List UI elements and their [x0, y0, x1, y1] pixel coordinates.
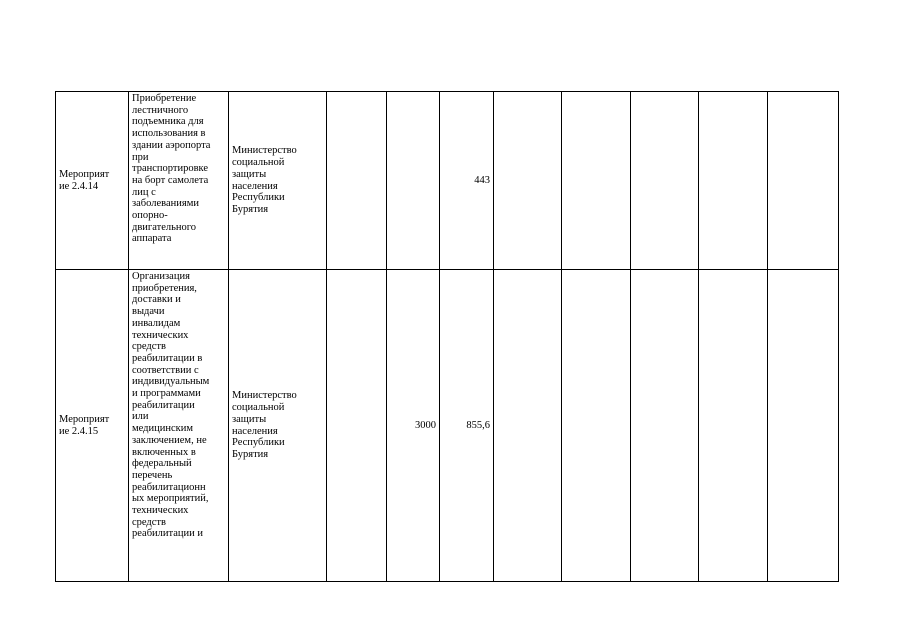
value-cell-col4 [327, 270, 387, 582]
table-row [56, 270, 839, 582]
empty-cell [699, 92, 768, 270]
empty-cell [631, 92, 699, 270]
table-row [56, 92, 839, 270]
measure-description-cell [129, 92, 229, 270]
value-cell-col6 [440, 270, 494, 582]
value-cell-col6 [440, 92, 494, 270]
empty-cell [562, 92, 631, 270]
empty-cell [768, 92, 839, 270]
value-col6: 443 [474, 174, 490, 186]
measure-description: Приобретение лестничного подъемника для использования в здании аэропорта при транспортировке на борт самолета лиц с заболеваниями опорно- двигательного аппарата [132, 93, 211, 245]
executor-cell [229, 270, 327, 582]
empty-cell [494, 270, 562, 582]
empty-cell [631, 270, 699, 582]
empty-cell [562, 270, 631, 582]
measure-code: Мероприят ие 2.4.15 [59, 413, 110, 437]
value-col5: 3000 [415, 419, 436, 431]
measure-description-cell [129, 270, 229, 582]
executor: Министерство социальной защиты населения Республики Бурятия [232, 390, 297, 460]
empty-cell [768, 270, 839, 582]
program-measures-table [55, 91, 839, 582]
value-cell-col4 [327, 92, 387, 270]
value-cell-col5 [387, 92, 440, 270]
measure-code: Мероприят ие 2.4.14 [59, 168, 110, 192]
executor: Министерство социальной защиты населения Республики Бурятия [232, 145, 297, 215]
value-cell-col5 [387, 270, 440, 582]
measure-code-cell [56, 92, 129, 270]
executor-cell [229, 92, 327, 270]
measure-code-cell [56, 270, 129, 582]
measure-description: Организация приобретения, доставки и выдачи инвалидам технических средств реабилитации в соответствии с индивидуальным и программами реабилитации или медицинским заключением, не включенных в федеральный перечень реабилитационн ых мероприятий, технических средств реабилитации и [132, 271, 210, 540]
empty-cell [494, 92, 562, 270]
value-col6: 855,6 [466, 419, 490, 431]
empty-cell [699, 270, 768, 582]
